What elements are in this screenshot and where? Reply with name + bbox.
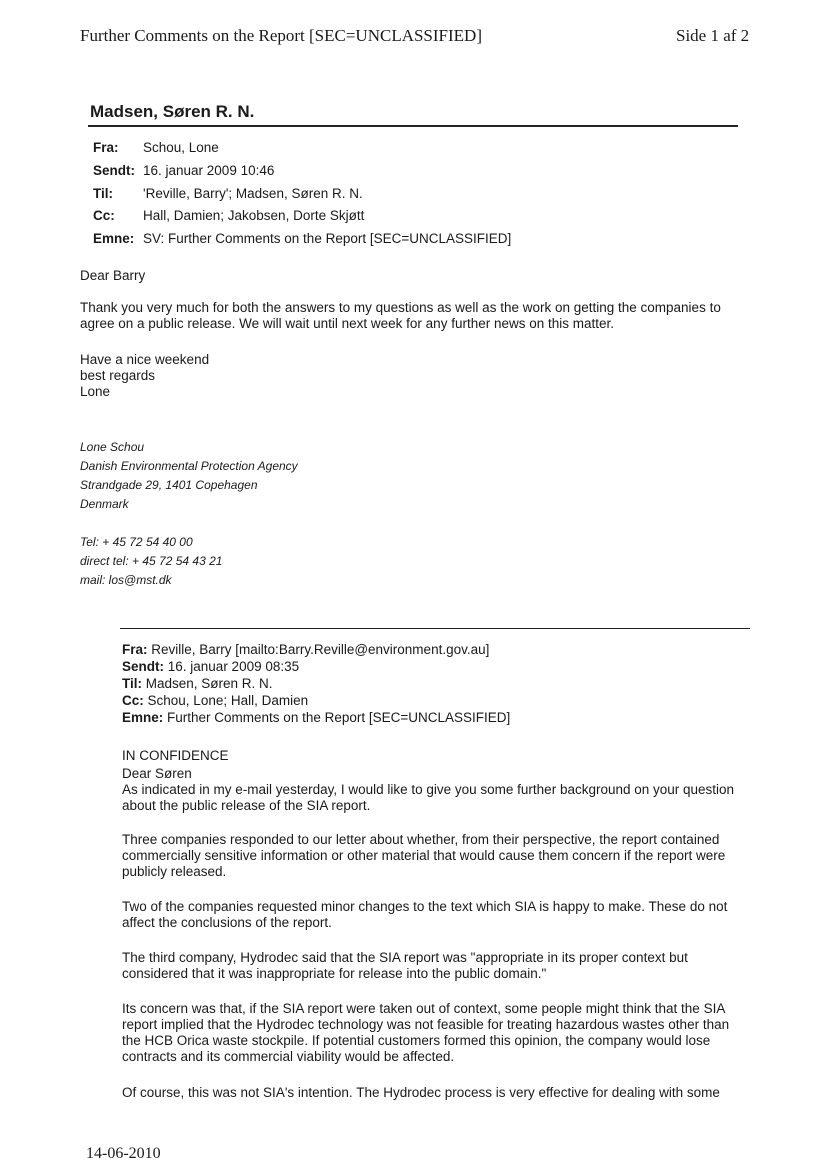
email1-header-sent: Sendt: 16. januar 2009 10:46 — [93, 163, 275, 178]
signature-mail: mail: los@mst.dk — [80, 573, 172, 587]
email1-header-cc: Cc: Hall, Damien; Jakobsen, Dorte Skjøtt — [93, 208, 365, 223]
signature-direct-tel: direct tel: + 45 72 54 43 21 — [80, 554, 223, 568]
header-divider — [88, 125, 738, 127]
email1-closing: Lone — [80, 384, 111, 399]
email1-body-line: agree on a public release. We will wait until next week for any further news on this matter. — [80, 316, 615, 331]
email1-closing: best regards — [80, 368, 156, 383]
email2-header-cc: Cc: Schou, Lone; Hall, Damien — [122, 693, 309, 708]
email2-paragraph: The third company, Hydrodec said that the SIA report was "appropriate in its proper context but considered that it was inappropriate for release into the public domain." — [122, 950, 688, 981]
quoted-message-divider — [120, 628, 750, 629]
email2-header-subject: Emne: Further Comments on the Report [SEC=UNCLASSIFIED] — [122, 710, 511, 725]
email2-header-sent: Sendt: 16. januar 2009 08:35 — [122, 659, 300, 674]
email1-header-from: Fra: Schou, Lone — [93, 140, 219, 155]
email2-paragraph: As indicated in my e-mail yesterday, I would like to give you some further background on your question about the public release of the SIA report. — [122, 782, 735, 813]
email2-paragraph: Of course, this was not SIA's intention. The Hydrodec process is very effective for dealing with some — [122, 1085, 720, 1100]
email2-greeting: Dear Søren — [122, 766, 192, 781]
page-footer-date: 14-06-2010 — [86, 1145, 161, 1162]
email1-closing: Have a nice weekend — [80, 352, 210, 367]
email1-header-subject: Emne: SV: Further Comments on the Report [SEC=UNCLASSIFIED] — [93, 231, 512, 246]
confidential-notice: IN CONFIDENCE — [122, 748, 229, 763]
signature-country: Denmark — [80, 497, 129, 511]
signature-org: Danish Environmental Protection Agency — [80, 459, 298, 473]
page-number: Side 1 af 2 — [676, 26, 750, 45]
email2-paragraph: Its concern was that, if the SIA report were taken out of context, some people might think that the SIA report implied that the Hydrodec technology was not feasible for treating hazardous wastes other than the HCB Orica waste stockpile. If potential customers formed this opinion, the company would lose contracts and its commercial viability would be affected. — [122, 1001, 730, 1064]
email2-paragraph: Three companies responded to our letter about whether, from their perspective, the report contained commercially sensitive information or other material that would cause them concern if the report were publicly released. — [122, 832, 726, 879]
email1-greeting: Dear Barry — [80, 268, 146, 283]
email1-body-line: Thank you very much for both the answers to my questions as well as the work on getting the companies to — [80, 300, 721, 315]
email2-header-from: Fra: Reville, Barry [mailto:Barry.Reville@environment.gov.au] — [122, 642, 490, 657]
mailbox-owner-name: Madsen, Søren R. N. — [90, 102, 255, 121]
signature-address: Strandgade 29, 1401 Copehagen — [80, 478, 258, 492]
signature-tel: Tel: + 45 72 54 40 00 — [80, 535, 193, 549]
email1-header-to: Til: 'Reville, Barry'; Madsen, Søren R. N. — [93, 186, 363, 201]
email2-paragraph: Two of the companies requested minor changes to the text which SIA is happy to make. These do not affect the conclusions of the report. — [122, 899, 728, 930]
email2-header-to: Til: Madsen, Søren R. N. — [122, 676, 273, 691]
page-header-title: Further Comments on the Report [SEC=UNCLASSIFIED] — [80, 26, 482, 45]
signature-name: Lone Schou — [80, 440, 145, 454]
